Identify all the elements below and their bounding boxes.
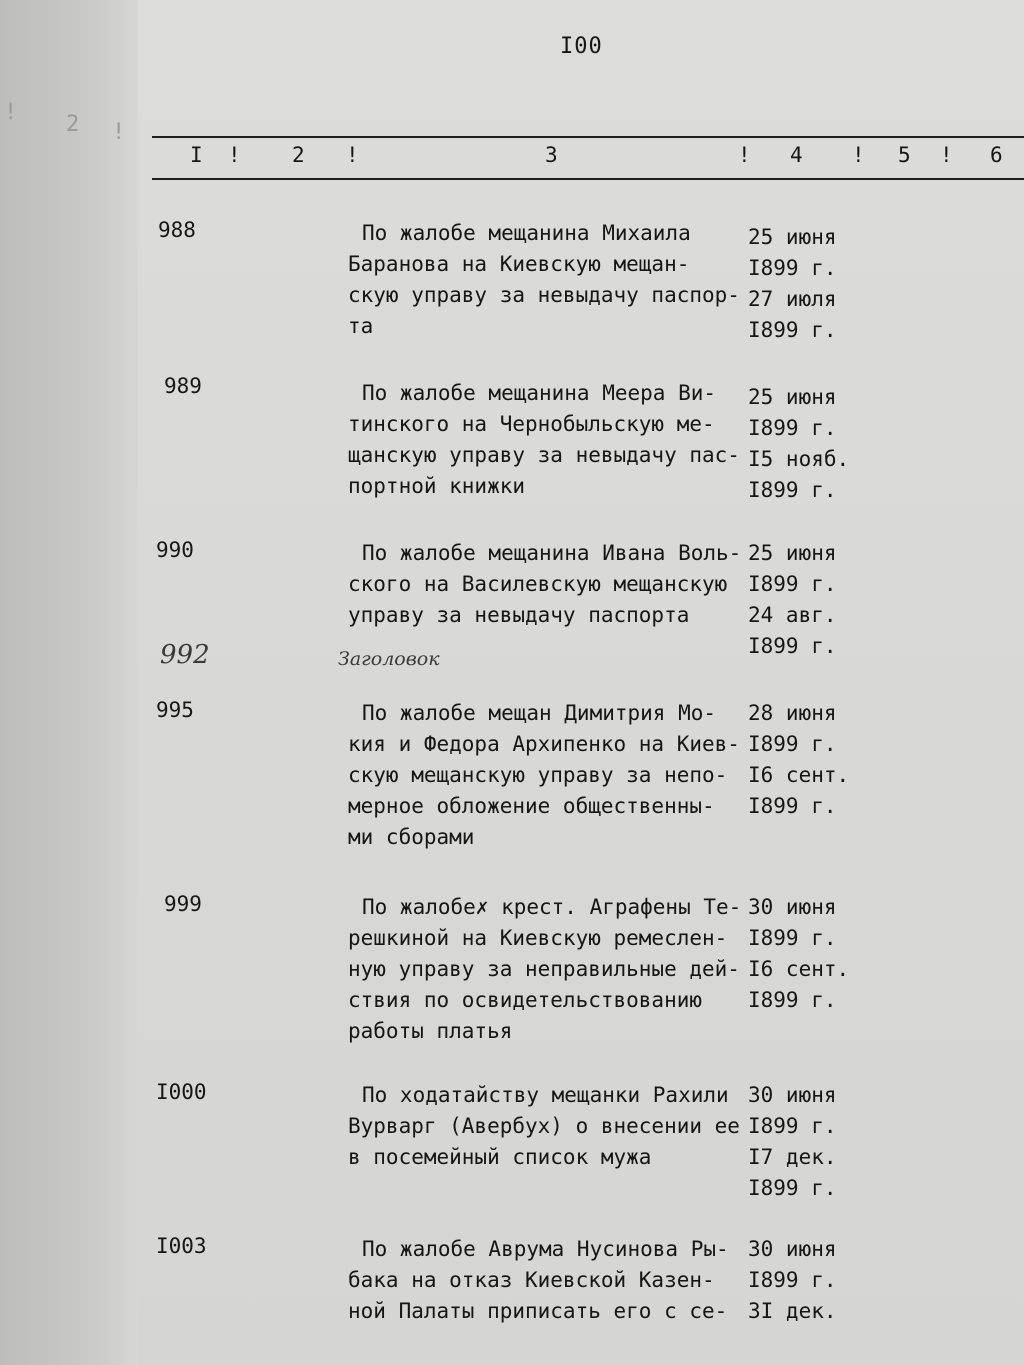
entry-number: I003 bbox=[156, 1234, 207, 1258]
description-line: По жалобе мещан Димитрия Мо- bbox=[362, 701, 717, 725]
entry-description bbox=[348, 538, 748, 631]
description-line: бака на отказ Киевской Казен- bbox=[348, 1268, 715, 1292]
description-line: в посемейный список мужа bbox=[348, 1145, 652, 1169]
description-line: та bbox=[348, 314, 374, 338]
column-header-3: 3 bbox=[545, 143, 558, 167]
description-line: Вурварг (Авербух) о внесении ее bbox=[348, 1114, 740, 1138]
header-rule-bottom bbox=[152, 178, 1024, 180]
date-line: I899 г. bbox=[748, 794, 837, 818]
date-line: 27 июля bbox=[748, 287, 837, 311]
description-line: тинского на Чернобыльскую ме- bbox=[348, 412, 715, 436]
description-line: ми сборами bbox=[348, 825, 475, 849]
date-line: I6 сент. bbox=[748, 957, 850, 981]
column-header-6: 6 bbox=[990, 143, 1003, 167]
date-line: I6 сент. bbox=[748, 763, 850, 787]
column-header-5: 5 bbox=[898, 143, 911, 167]
entry-dates bbox=[748, 1234, 858, 1327]
column-separator: ! bbox=[228, 143, 241, 167]
bleed-through-mark: 2 bbox=[66, 112, 80, 137]
column-separator: ! bbox=[346, 143, 359, 167]
entry-number: 989 bbox=[164, 374, 202, 398]
description-line: кия и Федора Архипенко на Киев- bbox=[348, 732, 740, 756]
date-line: 3I дек. bbox=[748, 1299, 837, 1323]
date-line: 30 июня bbox=[748, 895, 837, 919]
date-line: I899 г. bbox=[748, 1114, 837, 1138]
description-line: решкиной на Киевскую ремеслен- bbox=[348, 926, 728, 950]
description-line: По жалобе мещанина Ивана Воль- bbox=[362, 541, 742, 565]
description-line: По жалобе мещанина Меера Ви- bbox=[362, 381, 717, 405]
date-line: 28 июня bbox=[748, 701, 837, 725]
date-line: I899 г. bbox=[748, 256, 837, 280]
page-number: I00 bbox=[560, 34, 603, 59]
bleed-through-mark: ! bbox=[112, 120, 126, 145]
entry-number: 990 bbox=[156, 538, 194, 562]
description-line: По жалобе Аврума Нусинова Ры- bbox=[362, 1237, 729, 1261]
entry-dates bbox=[748, 538, 858, 662]
date-line: 24 авг. bbox=[748, 603, 837, 627]
date-line: I899 г. bbox=[748, 318, 837, 342]
description-line: ную управу за неправильные дей- bbox=[348, 957, 740, 981]
column-header-4: 4 bbox=[790, 143, 803, 167]
description-line: мерное обложение общественны- bbox=[348, 794, 715, 818]
date-line: I899 г. bbox=[748, 478, 837, 502]
entry-description bbox=[348, 1080, 748, 1173]
date-line: I5 нояб. bbox=[748, 447, 850, 471]
column-separator: ! bbox=[738, 143, 751, 167]
description-line: По жалобе мещанина Михаила bbox=[362, 221, 691, 245]
date-line: I899 г. bbox=[748, 988, 837, 1012]
entry-number: I000 bbox=[156, 1080, 207, 1104]
date-line: 25 июня bbox=[748, 385, 837, 409]
description-line: портной книжки bbox=[348, 474, 526, 498]
entry-number: 999 bbox=[164, 892, 202, 916]
description-line: ского на Василевскую мещанскую bbox=[348, 572, 728, 596]
column-separator: ! bbox=[852, 143, 865, 167]
date-line: 25 июня bbox=[748, 541, 837, 565]
description-line: По ходатайству мещанки Рахили bbox=[362, 1083, 729, 1107]
handwritten-word: Заголовок bbox=[338, 648, 440, 670]
entry-dates bbox=[748, 222, 858, 346]
entry-number: 995 bbox=[156, 698, 194, 722]
bleed-through-mark: ! bbox=[4, 100, 18, 125]
entry-description bbox=[348, 892, 748, 1047]
column-header-2: 2 bbox=[292, 143, 305, 167]
entry-dates bbox=[748, 892, 858, 1016]
date-line: I899 г. bbox=[748, 416, 837, 440]
description-line: скую управу за невыдачу паспор- bbox=[348, 283, 740, 307]
description-line: управу за невыдачу паспорта bbox=[348, 603, 690, 627]
date-line: 30 июня bbox=[748, 1237, 837, 1261]
entry-dates bbox=[748, 1080, 858, 1204]
date-line: I899 г. bbox=[748, 1268, 837, 1292]
description-line: ствия по освидетельствованию bbox=[348, 988, 703, 1012]
entry-description bbox=[348, 698, 748, 853]
entry-description bbox=[348, 218, 748, 342]
description-line: щанскую управу за невыдачу пас- bbox=[348, 443, 740, 467]
entry-number: 988 bbox=[158, 218, 196, 242]
date-line: I899 г. bbox=[748, 634, 837, 658]
description-line: ной Палаты приписать его с се- bbox=[348, 1299, 728, 1323]
entry-description bbox=[348, 1234, 748, 1327]
date-line: I899 г. bbox=[748, 732, 837, 756]
column-separator: ! bbox=[940, 143, 953, 167]
entry-description bbox=[348, 378, 748, 502]
date-line: I899 г. bbox=[748, 1176, 837, 1200]
date-line: I7 дек. bbox=[748, 1145, 837, 1169]
handwritten-number: 992 bbox=[160, 640, 210, 670]
column-header-1: I bbox=[190, 143, 203, 167]
date-line: I899 г. bbox=[748, 572, 837, 596]
date-line: 25 июня bbox=[748, 225, 837, 249]
left-page-edge bbox=[0, 0, 139, 1365]
description-line: Баранова на Киевскую мещан- bbox=[348, 252, 690, 276]
date-line: I899 г. bbox=[748, 926, 837, 950]
header-rule-top bbox=[152, 136, 1024, 138]
entry-dates bbox=[748, 382, 858, 506]
description-line: По жалобе✗ крест. Аграфены Те- bbox=[362, 895, 742, 919]
date-line: 30 июня bbox=[748, 1083, 837, 1107]
description-line: работы платья bbox=[348, 1019, 513, 1043]
description-line: скую мещанскую управу за непо- bbox=[348, 763, 728, 787]
entry-dates bbox=[748, 698, 858, 822]
